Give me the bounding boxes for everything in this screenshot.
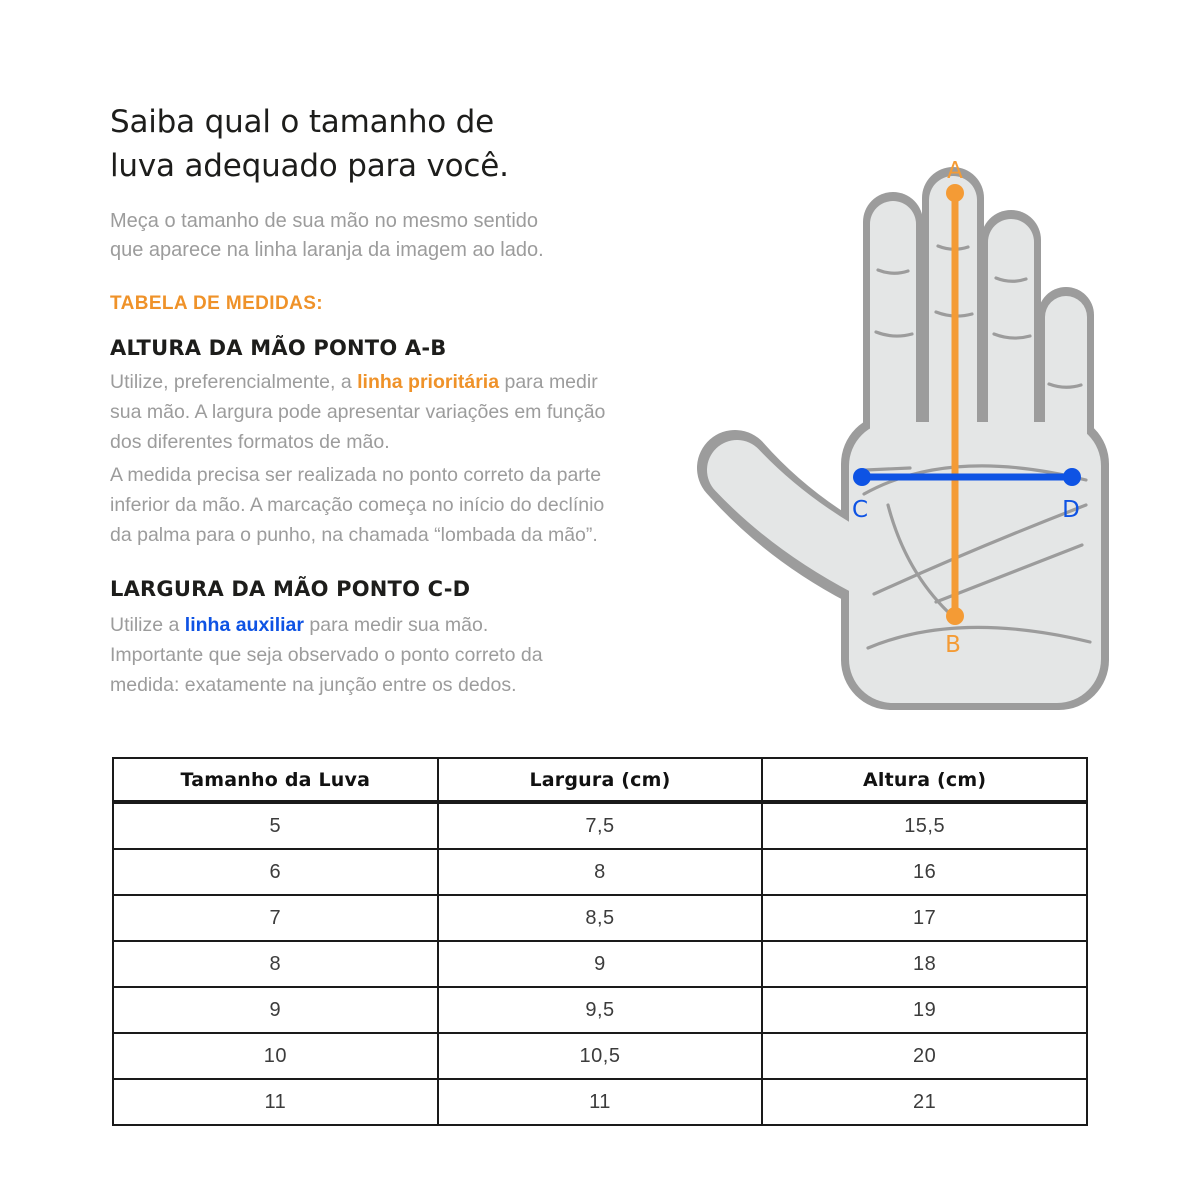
page-title-line1: Saiba qual o tamanho de <box>110 104 495 140</box>
cell-altura: 16 <box>762 849 1087 895</box>
cell-size: 10 <box>113 1033 438 1079</box>
point-label-c: C <box>851 497 869 523</box>
linha-prioritaria-highlight: linha prioritária <box>357 371 500 393</box>
table-row <box>113 987 1087 1033</box>
cell-size: 6 <box>113 849 438 895</box>
heading-largura-c-d: LARGURA DA MÃO PONTO C-D <box>110 577 471 601</box>
hand-measurement-diagram <box>680 130 1120 730</box>
point-d-dot <box>1063 468 1081 486</box>
cell-size: 8 <box>113 941 438 987</box>
table-row <box>113 1033 1087 1079</box>
text-before-highlight: Utilize, preferencialmente, a <box>110 371 358 393</box>
measures-table-label: TABELA DE MEDIDAS: <box>110 293 324 314</box>
cell-altura: 21 <box>762 1079 1087 1125</box>
header-tamanho: Tamanho da Luva <box>113 758 438 802</box>
paragraph-altura-2-line3: da palma para o punho, na chamada “lombada da mão”. <box>110 524 598 546</box>
size-table <box>112 757 1088 1126</box>
paragraph-altura-2-line1: A medida precisa ser realizada no ponto correto da parte <box>110 464 602 486</box>
text-after-highlight: para medir sua mão. <box>304 614 489 636</box>
cell-largura: 8 <box>438 849 763 895</box>
paragraph-largura-1 <box>110 610 710 700</box>
cell-largura: 9,5 <box>438 987 763 1033</box>
text-before-highlight: Utilize a <box>110 614 185 636</box>
point-label-a: A <box>947 158 963 184</box>
cell-altura: 20 <box>762 1033 1087 1079</box>
table-row <box>113 895 1087 941</box>
cell-largura: 9 <box>438 941 763 987</box>
cell-altura: 17 <box>762 895 1087 941</box>
linha-auxiliar-highlight: linha auxiliar <box>184 614 304 636</box>
point-label-b: B <box>945 632 961 658</box>
text-after-highlight: para medir <box>499 371 598 393</box>
paragraph-largura-1-line1 <box>110 610 710 640</box>
paragraph-altura-1 <box>110 367 710 457</box>
cell-altura: 18 <box>762 941 1087 987</box>
intro-subtitle-line1: Meça o tamanho de sua mão no mesmo sentido <box>110 210 539 232</box>
cell-size: 7 <box>113 895 438 941</box>
table-row <box>113 802 1087 849</box>
table-row <box>113 941 1087 987</box>
paragraph-altura-1-line3: dos diferentes formatos de mão. <box>110 431 390 453</box>
cell-size: 11 <box>113 1079 438 1125</box>
cell-largura: 10,5 <box>438 1033 763 1079</box>
point-c-dot <box>853 468 871 486</box>
page-title-line2: luva adequado para você. <box>110 148 509 184</box>
paragraph-altura-1-line1 <box>110 367 710 397</box>
cell-altura: 19 <box>762 987 1087 1033</box>
header-largura: Largura (cm) <box>438 758 763 802</box>
page-title <box>110 100 509 188</box>
cell-largura: 7,5 <box>438 802 763 849</box>
cell-largura: 8,5 <box>438 895 763 941</box>
table-row <box>113 1079 1087 1125</box>
paragraph-largura-1-line2: Importante que seja observado o ponto correto da <box>110 644 543 666</box>
cell-largura: 11 <box>438 1079 763 1125</box>
paragraph-altura-2-line2: inferior da mão. A marcação começa no início do declínio <box>110 494 605 516</box>
paragraph-altura-1-line2: sua mão. A largura pode apresentar variações em função <box>110 401 606 423</box>
paragraph-largura-1-line3: medida: exatamente na junção entre os dedos. <box>110 674 517 696</box>
header-altura: Altura (cm) <box>762 758 1087 802</box>
paragraph-altura-2 <box>110 460 710 550</box>
table-row <box>113 849 1087 895</box>
size-table-header-row <box>113 758 1087 802</box>
intro-subtitle-line2: que aparece na linha laranja da imagem ao lado. <box>110 239 544 261</box>
point-a-dot <box>946 184 964 202</box>
cell-size: 5 <box>113 802 438 849</box>
heading-altura-a-b: ALTURA DA MÃO PONTO A-B <box>110 336 447 360</box>
cell-altura: 15,5 <box>762 802 1087 849</box>
point-label-d: D <box>1062 497 1080 523</box>
point-b-dot <box>946 607 964 625</box>
intro-subtitle <box>110 207 544 265</box>
cell-size: 9 <box>113 987 438 1033</box>
